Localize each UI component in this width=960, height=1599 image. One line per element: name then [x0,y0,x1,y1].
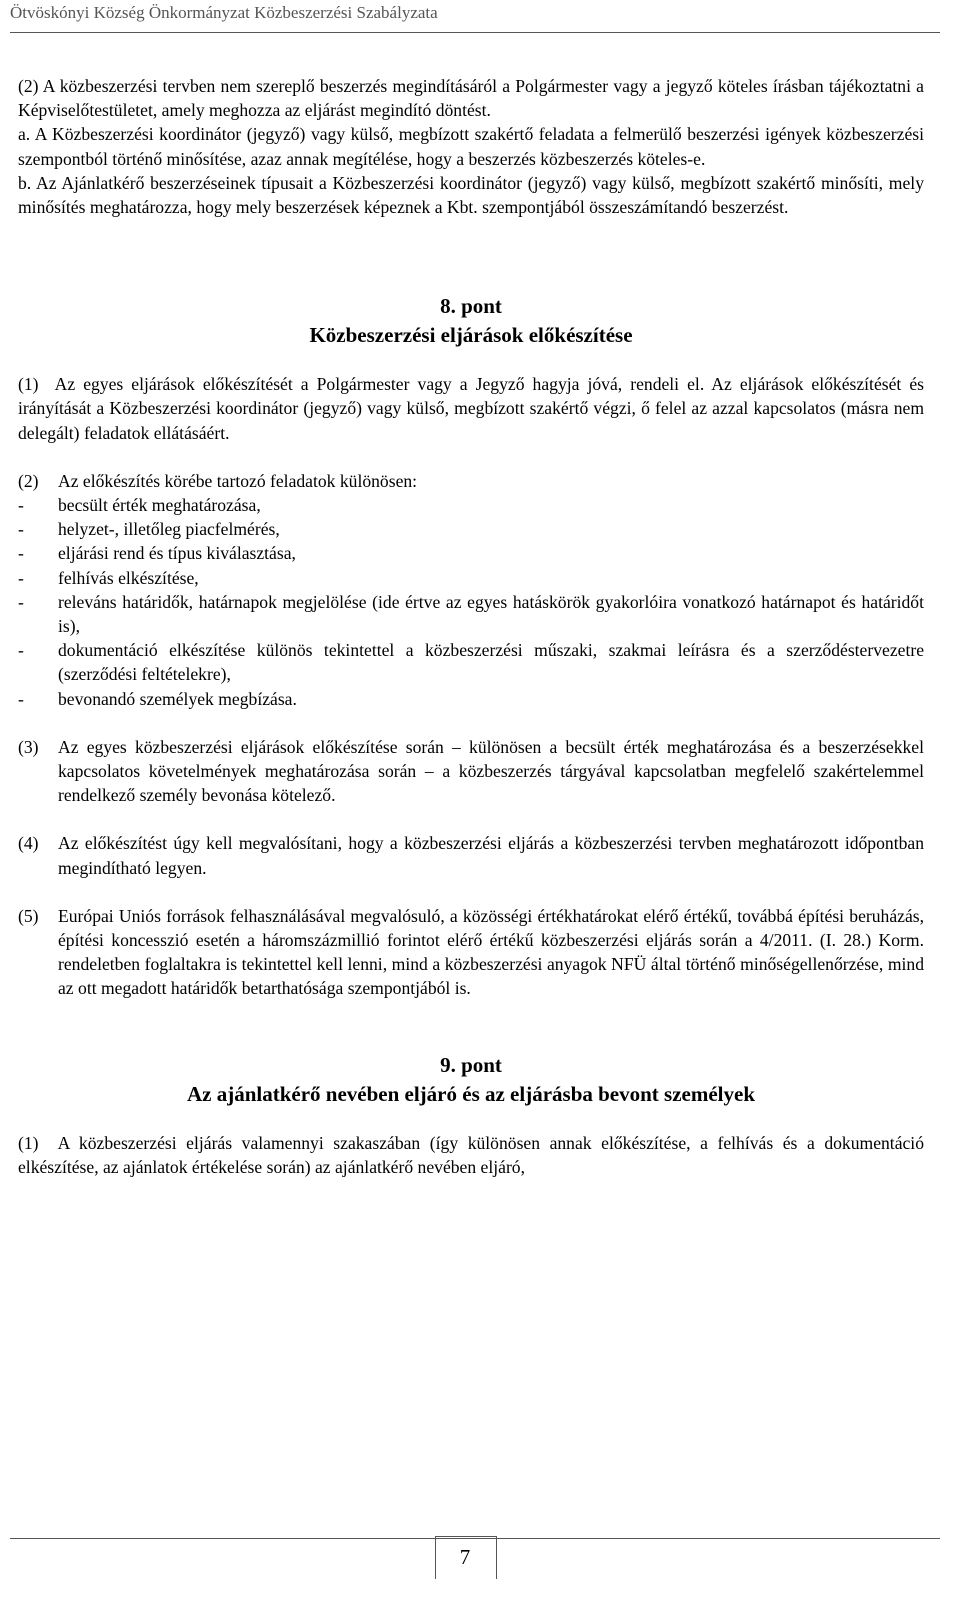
document-body [18,74,924,1179]
task-list [18,493,924,711]
page-number: 7 [459,1545,471,1569]
paragraph-intro-b: b. Az Ajánlatkérő beszerzéseinek típusait a Közbeszerzési koordinátor (jegyző) vagy külső, megbízott szakértő minősíti, mely minősítés meghatározza, hogy mely beszerzések képeznek a Kbt. szempontjából összeszámítandó beszerzést. [18,172,924,218]
paragraph-intro-a: a. A Közbeszerzési koordinátor (jegyző) vagy külső, megbízott szakértő feladata a felmerülő beszerzési igények közbeszerzési szempontból történő minősítése, azaz annak megítélése, hogy a beszerzés közbeszerzés köteles-e. [18,124,924,169]
section-8-paragraph-5 [18,904,924,1001]
paragraph-number: (2) [18,470,39,491]
list-item: - releváns határidők, határnapok megjelölése (ide értve az egyes hatáskörök gyakorlóira vonatkozó határnapot és határidőt is), [18,591,924,637]
section-9-title: Az ajánlatkérő nevében eljáró és az eljárásba bevont személyek [186,1081,756,1106]
paragraph-text: Európai Uniós források felhasználásával megvalósuló, a közösségi értékhatárokat elérő értékű, továbbá építési beruházás, építési koncesszió esetén a háromszázmillió forintot elérő értékű közbeszerzési eljárás során a 4/2011. (I. 28.) Korm. rendeletben foglaltakra is tekintettel kell lenni, mind a közbeszerzési anyagok NFÜ által történő minőségellenőrzése, mind az ott megadott határidők betarthatósága szempontjából is. [58,905,924,999]
section-8-paragraph-1 [18,372,924,445]
paragraph-intro-2: (2) A közbeszerzési tervben nem szereplő beszerzés megindításáról a Polgármester vagy a jegyző köteles írásban tájékoztatni a Képviselőtestületet, amely meghozza az eljárást megindító döntést. [18,76,924,121]
paragraph-text: Az előkészítést úgy kell megvalósítani, hogy a közbeszerzési eljárás a közbeszerzési tervben meghatározott időpontban megindítható legyen. [58,833,924,878]
paragraph-number: (1) [18,374,39,395]
section-8-paragraph-3 [18,735,924,808]
section-8-paragraph-2 [18,469,924,711]
paragraph-text: Az egyes közbeszerzési eljárások előkészítése során – különösen a becsült érték meghatározása és a beszerzésekkel kapcsolatos követelmények meghatározása során – a közbeszerzés tárgyával kapcsolatban megfelelő szakértelemmel rendelkező személy bevonása kötelező. [58,736,924,806]
list-item: - eljárási rend és típus kiválasztása, [18,543,296,564]
paragraph-text: A közbeszerzési eljárás valamennyi szakaszában (így különösen annak előkészítése, a felhívás és a dokumentáció elkészítése, az ajánlatok értékelése során) az ajánlatkérő nevében eljáró, [18,1132,924,1177]
section-8-paragraph-4 [18,831,924,879]
section-9-paragraph-1 [18,1131,924,1179]
list-item: - dokumentáció elkészítése különös tekintettel a közbeszerzési műszaki, szakmai leírásra és a szerződéstervezetre (szerződési feltételekre), [18,640,924,685]
list-item: - felhívás elkészítése, [18,567,199,588]
paragraph-number: (3) [18,736,39,757]
paragraph-number: (5) [18,905,39,926]
running-header: Ötvöskónyi Község Önkormányzat Közbeszerzési Szabályzata [10,3,438,22]
header-divider [10,32,940,33]
list-item: - bevonandó személyek megbízása. [18,688,297,709]
section-9-number: 9. pont [440,1052,502,1077]
section-8-title: Közbeszerzési eljárások előkészítése [309,323,633,348]
section-8-number: 8. pont [440,294,502,319]
list-item: - helyzet-, illetőleg piacfelmérés, [18,519,280,540]
paragraph-text: Az egyes eljárások előkészítését a Polgármester vagy a Jegyző hagyja jóvá, rendeli el. Az eljárások előkészítését és irányítását a Közbeszerzési koordinátor (jegyző) vagy külső, megbízott szakértő végzi, ő felel az azzal kapcsolatos (másra nem delegált) feladatok ellátásáért. [18,374,925,443]
paragraph-number: (1) [18,1132,39,1153]
paragraph-text: Az előkészítés körébe tartozó feladatok különösen: [58,470,418,491]
list-item: - becsült érték meghatározása, [18,495,261,516]
paragraph-number: (4) [18,833,39,854]
